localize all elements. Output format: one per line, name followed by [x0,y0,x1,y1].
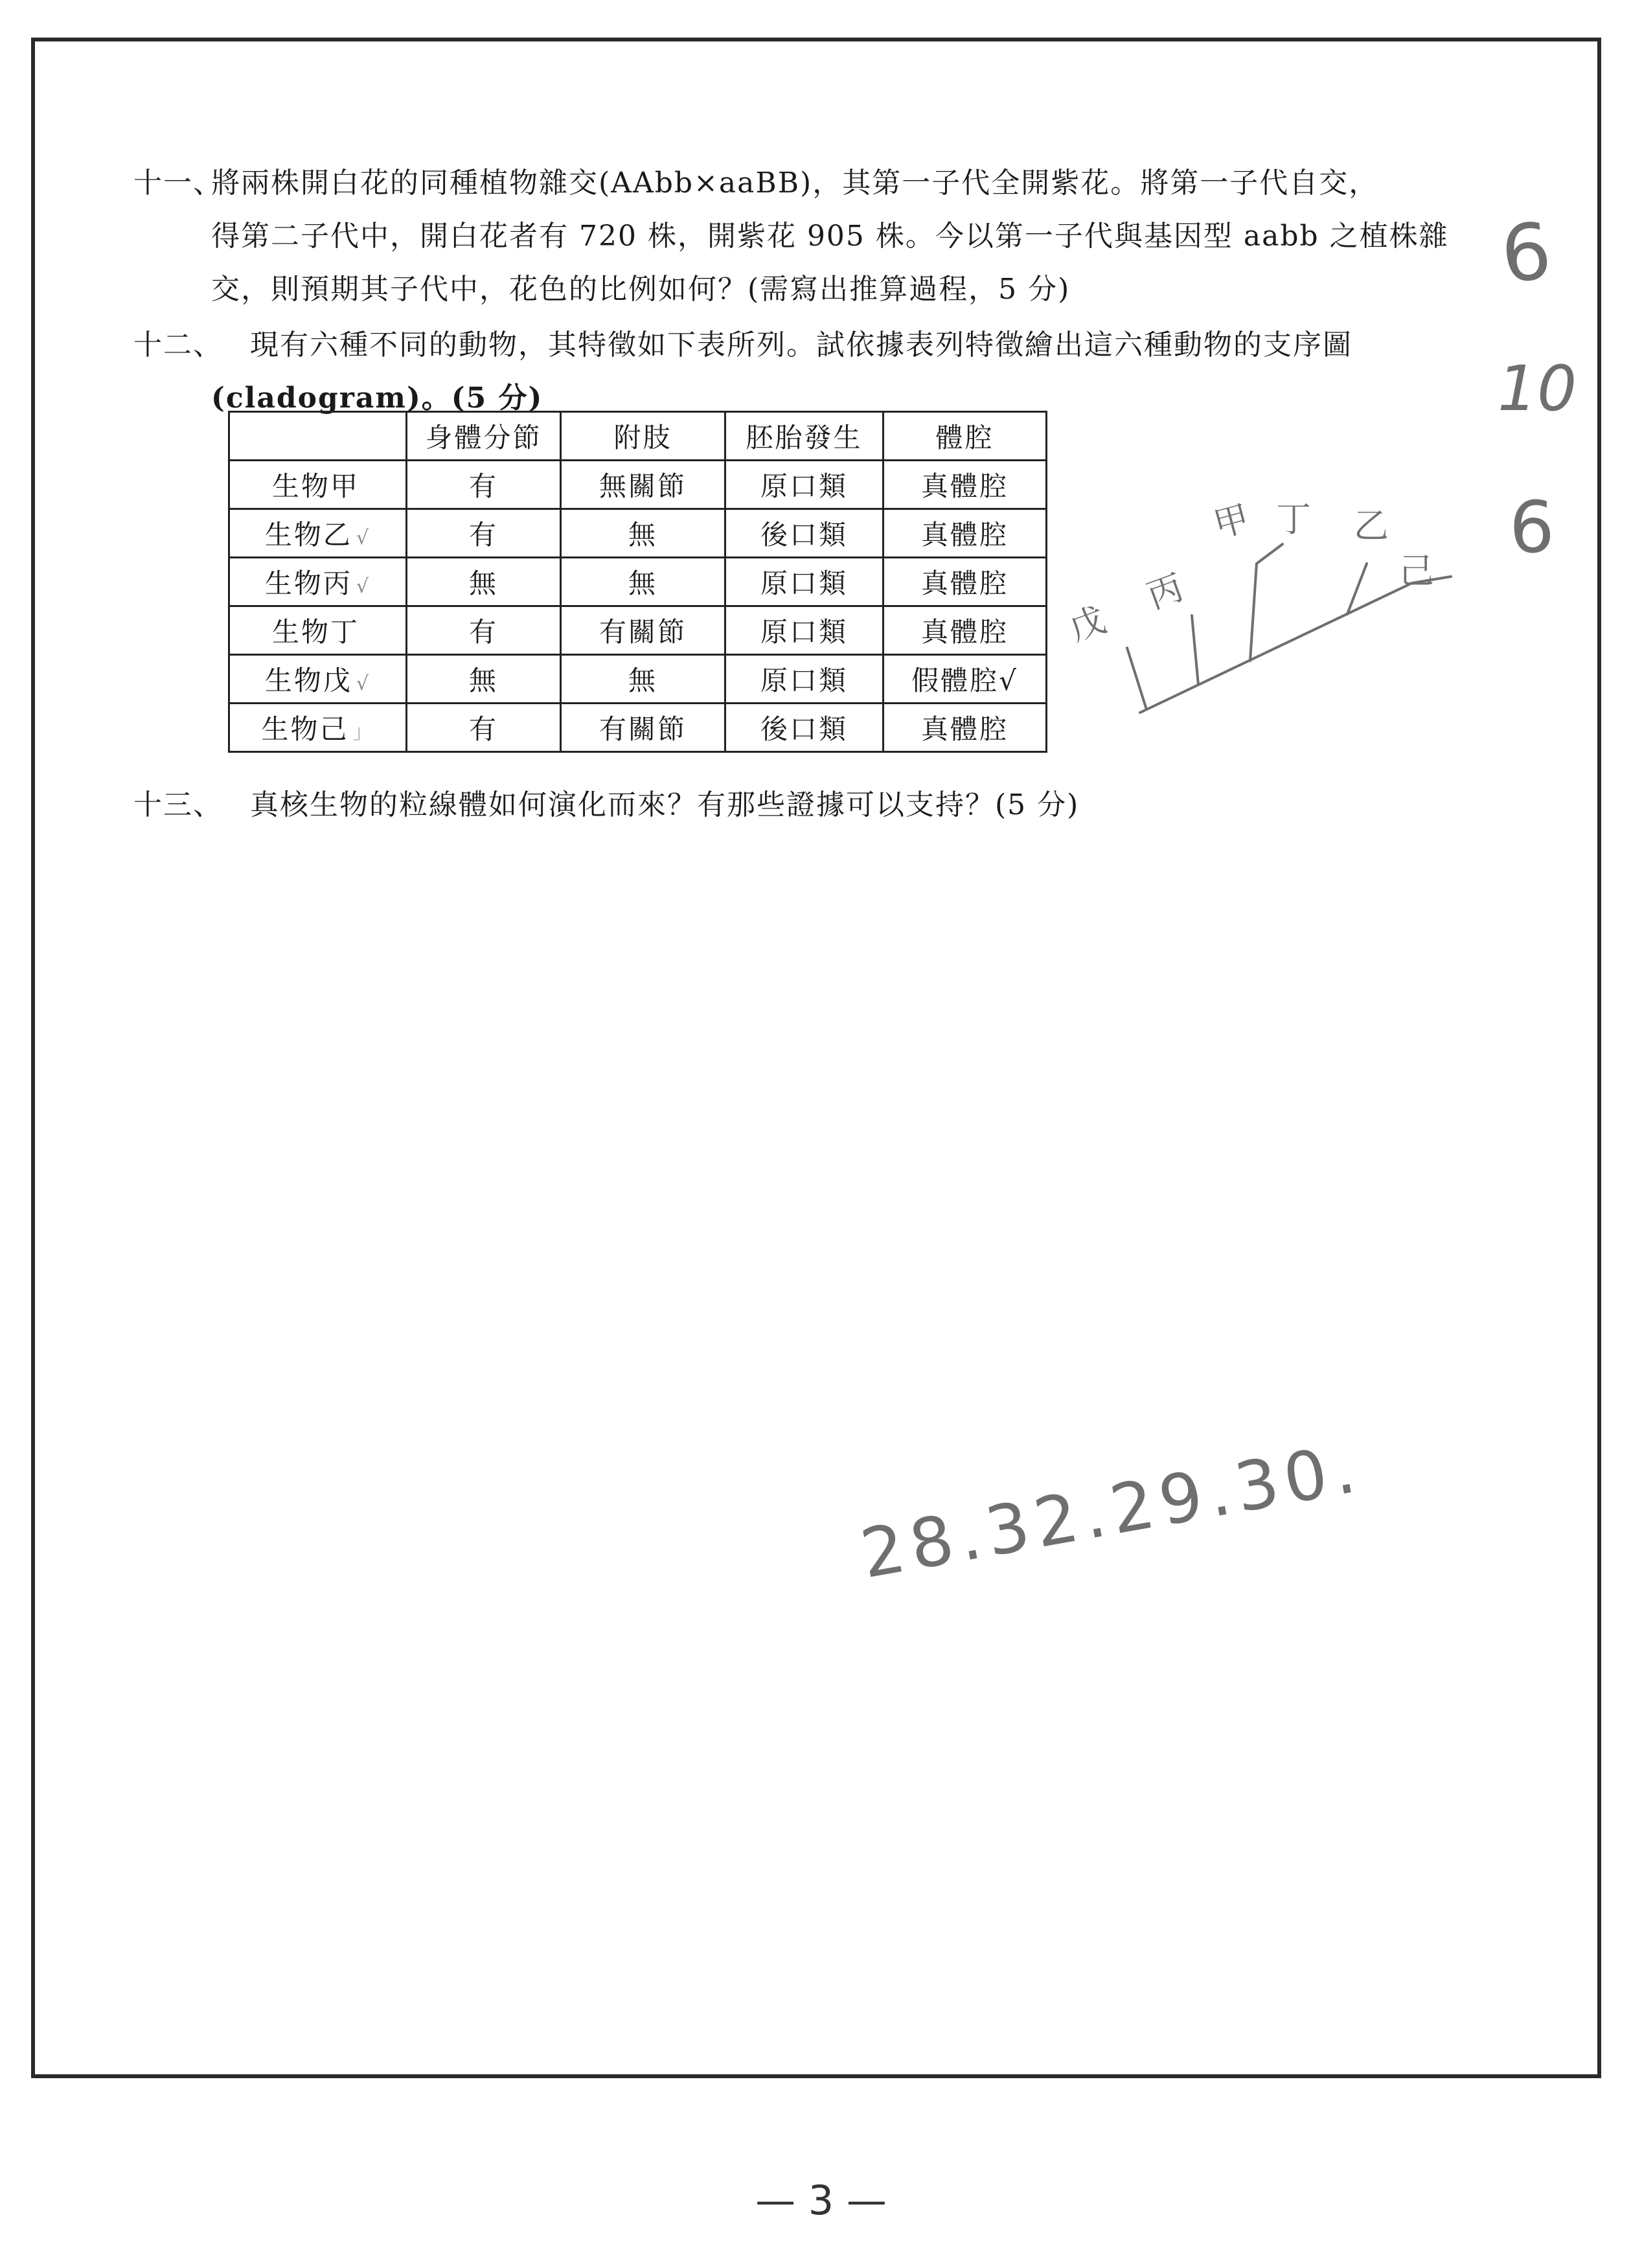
cell-embryo: 後口類 [725,509,884,558]
cladogram-branch-jia [1250,564,1257,661]
table-header-row [229,412,1047,461]
clado-label-ji: 己 [1399,551,1434,591]
cell-segmentation: 有 [407,606,561,655]
handwritten-score-2: 10 [1498,352,1577,425]
cell-embryo: 原口類 [725,606,884,655]
question-12 [133,319,1352,425]
organism-name: 生物戊 [264,665,352,696]
organism-name: 生物丁 [271,616,359,648]
cell-body-cavity: 真體腔 [884,461,1047,509]
cell-body-cavity: 真體腔 [884,704,1047,752]
header-embryo-development: 胚胎發生 [725,412,884,461]
cell-appendages: 無 [561,509,725,558]
cell-appendages: 無關節 [561,461,725,509]
cell-segmentation: 無 [407,558,561,606]
question-13-line-1: 真核生物的粒線體如何演化而來？有那些證據可以支持？(5 分) [250,788,1080,821]
table-row [229,704,1047,752]
row-name-cell [229,461,407,509]
cell-embryo: 後口類 [725,704,884,752]
cell-segmentation: 有 [407,461,561,509]
handwritten-score-1: 6 [1496,206,1556,301]
header-appendages: 附肢 [561,412,725,461]
grader-tick-mark: 」 [352,721,374,744]
grader-tick-mark: √ [356,672,371,695]
question-12-line-2: (cladogram)。(5 分) [211,382,543,415]
row-name-cell [229,655,407,704]
organism-name: 生物乙 [264,519,352,551]
question-13-number: 十三、 [133,788,223,821]
clado-label-yi: 乙 [1354,505,1389,546]
question-12-line-1: 現有六種不同的動物，其特徵如下表所列。試依據表列特徵繪出這六種動物的支序圖 [250,328,1352,361]
question-11-line-1: 將兩株開白花的同種植物雜交(AAbb×aaBB)，其第一子代全開紫花。將第一子代自交， [211,166,1379,200]
table-row [229,655,1047,704]
cell-embryo: 原口類 [725,461,884,509]
question-11-line-2: 得第二子代中，開白花者有 720 株，開紫花 905 株。今以第一子代與基因型 aabb 之植株雜 [211,220,1449,253]
row-name-cell [229,509,407,558]
table-row [229,509,1047,558]
cell-appendages: 有關節 [561,606,725,655]
cell-embryo: 原口類 [725,655,884,704]
cell-embryo: 原口類 [725,558,884,606]
table-row [229,606,1047,655]
cladogram-branch-ding [1257,544,1283,564]
cell-body-cavity: 真體腔 [884,558,1047,606]
cell-body-cavity: 真體腔 [884,606,1047,655]
organism-name: 生物甲 [271,470,359,502]
question-11-line-3: 交，則預期其子代中，花色的比例如何？(需寫出推算過程，5 分) [211,273,1071,306]
clado-label-jia: 甲 [1209,497,1254,546]
clado-label-bing: 丙 [1141,566,1189,617]
row-name-cell [229,704,407,752]
page-number: — 3 — [755,2177,887,2224]
cell-appendages: 無 [561,655,725,704]
header-body-segmentation: 身體分節 [407,412,561,461]
handwritten-tally: 28.32.29.30. [855,1428,1367,1594]
grader-tick-mark: √ [356,575,371,598]
cell-appendages: 有關節 [561,704,725,752]
cell-body-cavity: 假體腔√ [884,655,1047,704]
cell-segmentation: 無 [407,655,561,704]
organism-name: 生物丙 [264,567,352,599]
header-blank [229,412,407,461]
clado-label-ding: 丁 [1276,499,1311,540]
clado-label-wu: 戊 [1064,599,1112,650]
header-body-cavity: 體腔 [884,412,1047,461]
cell-segmentation: 有 [407,509,561,558]
animal-features-table [228,411,1047,753]
table-row [229,558,1047,606]
grader-tick-mark: √ [356,527,371,549]
row-name-cell [229,558,407,606]
question-12-number: 十二、 [133,328,223,361]
question-11 [133,157,1449,316]
handwritten-score-3: 6 [1509,486,1555,569]
cell-body-cavity: 真體腔 [884,509,1047,558]
handwritten-cladogram-sketch [1062,466,1464,739]
row-name-cell [229,606,407,655]
question-11-number: 十一、 [133,166,223,200]
cladogram-branch-wu [1127,648,1146,709]
organism-name: 生物己 [261,713,349,745]
table-row [229,461,1047,509]
cell-segmentation: 有 [407,704,561,752]
cell-appendages: 無 [561,558,725,606]
cladogram-branch-bing [1192,615,1198,685]
question-13 [133,779,1079,832]
